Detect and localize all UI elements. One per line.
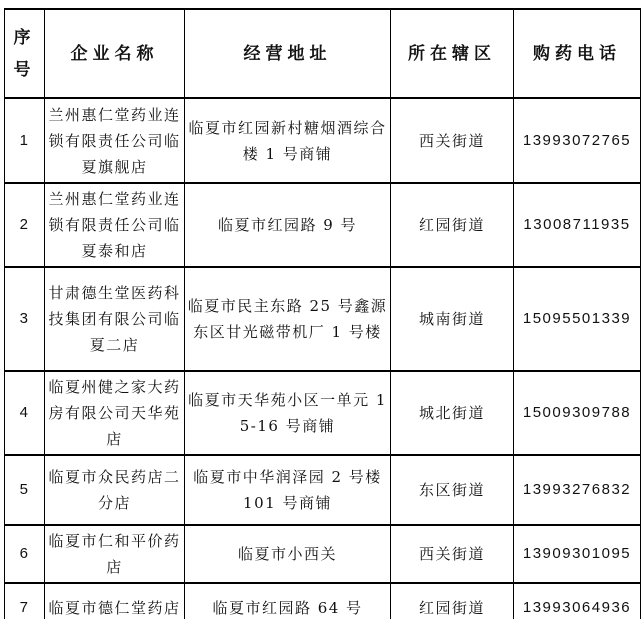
cell-index: 3 <box>5 267 45 371</box>
cell-district: 东区街道 <box>391 455 514 525</box>
table-row <box>5 583 641 619</box>
column-header-district: 所在辖区 <box>391 9 514 98</box>
cell-name: 临夏市众民药店二分店 <box>45 455 185 525</box>
cell-name: 临夏市仁和平价药店 <box>45 525 185 583</box>
column-header-address: 经营地址 <box>185 9 391 98</box>
cell-phone: 13993072765 <box>514 98 641 183</box>
cell-index: 6 <box>5 525 45 583</box>
column-header-phone: 购药电话 <box>514 9 641 98</box>
cell-phone: 13909301095 <box>514 525 641 583</box>
table-row <box>5 183 641 267</box>
cell-index: 2 <box>5 183 45 267</box>
column-header-index: 序号 <box>5 9 45 98</box>
cell-address: 临夏市红园路 9 号 <box>185 183 391 267</box>
table-row <box>5 525 641 583</box>
pharmacy-table <box>4 8 641 619</box>
table-body <box>5 98 641 619</box>
cell-district: 红园街道 <box>391 183 514 267</box>
cell-phone: 15009309788 <box>514 371 641 455</box>
cell-index: 4 <box>5 371 45 455</box>
table-row <box>5 98 641 183</box>
cell-index: 7 <box>5 583 45 619</box>
cell-district: 城南街道 <box>391 267 514 371</box>
cell-index: 1 <box>5 98 45 183</box>
cell-index: 5 <box>5 455 45 525</box>
cell-phone: 15095501339 <box>514 267 641 371</box>
cell-name: 兰州惠仁堂药业连锁有限责任公司临夏旗舰店 <box>45 98 185 183</box>
cell-district: 西关街道 <box>391 98 514 183</box>
cell-address: 临夏市中华润泽园 2 号楼 101 号商铺 <box>185 455 391 525</box>
cell-phone: 13008711935 <box>514 183 641 267</box>
column-header-name: 企业名称 <box>45 9 185 98</box>
header-row <box>5 9 641 98</box>
cell-district: 红园街道 <box>391 583 514 619</box>
cell-name: 临夏州健之家大药房有限公司天华苑店 <box>45 371 185 455</box>
table-row <box>5 371 641 455</box>
cell-address: 临夏市天华苑小区一单元 15-16 号商铺 <box>185 371 391 455</box>
cell-district: 城北街道 <box>391 371 514 455</box>
cell-address: 临夏市红园新村糖烟酒综合楼 1 号商铺 <box>185 98 391 183</box>
cell-district: 西关街道 <box>391 525 514 583</box>
cell-address: 临夏市红园路 64 号 <box>185 583 391 619</box>
cell-address: 临夏市民主东路 25 号鑫源东区甘光磁带机厂 1 号楼 <box>185 267 391 371</box>
cell-name: 甘肃德生堂医药科技集团有限公司临夏二店 <box>45 267 185 371</box>
cell-name: 兰州惠仁堂药业连锁有限责任公司临夏泰和店 <box>45 183 185 267</box>
cell-name: 临夏市德仁堂药店 <box>45 583 185 619</box>
cell-address: 临夏市小西关 <box>185 525 391 583</box>
cell-phone: 13993276832 <box>514 455 641 525</box>
table-row <box>5 267 641 371</box>
table-row <box>5 455 641 525</box>
cell-phone: 13993064936 <box>514 583 641 619</box>
document-page <box>0 8 643 619</box>
